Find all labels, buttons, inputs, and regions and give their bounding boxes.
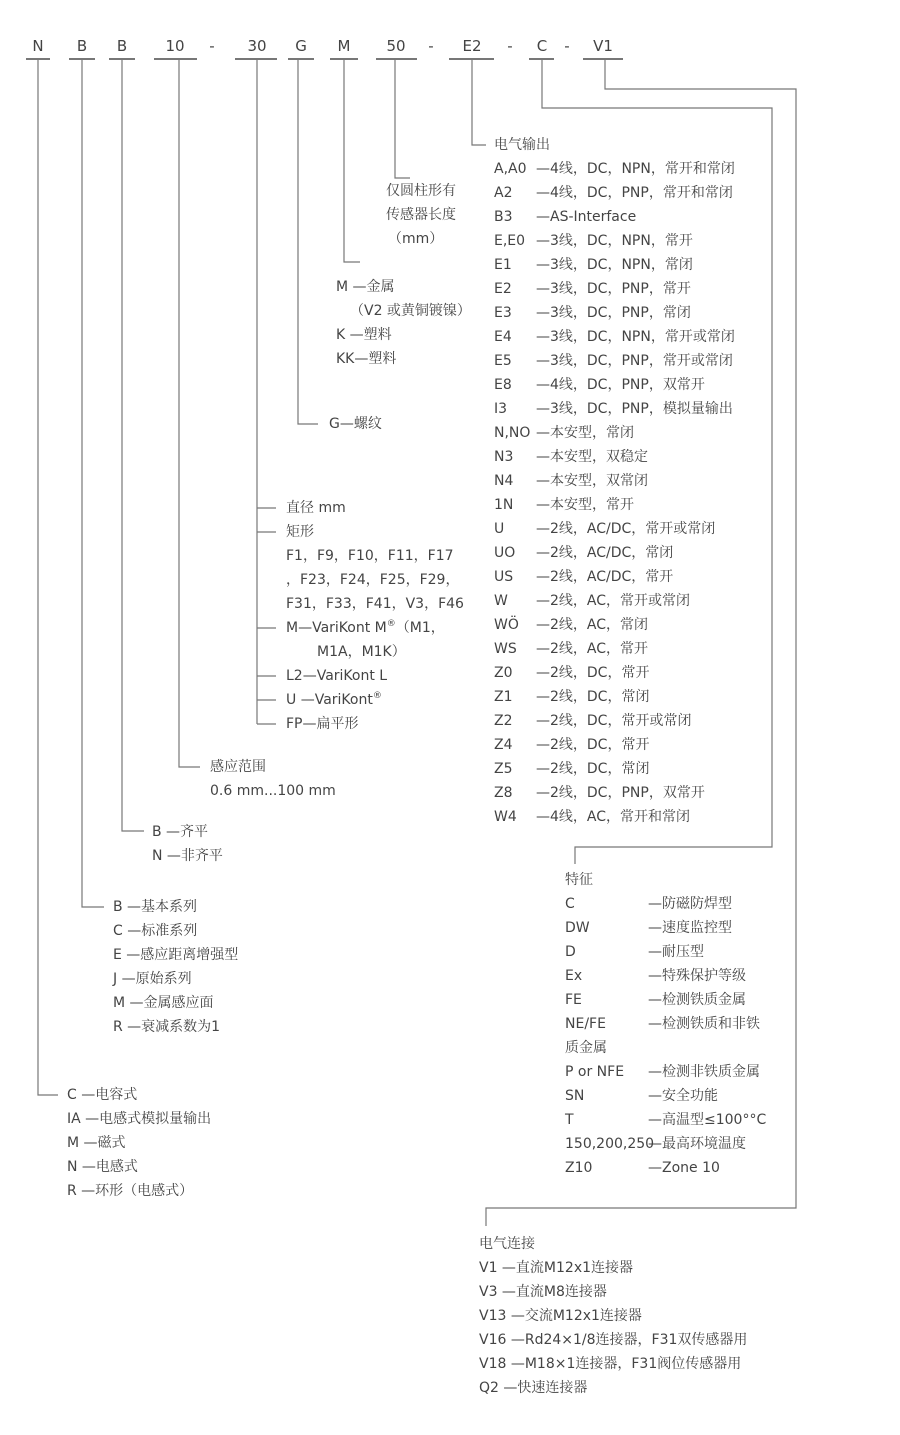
material-line: K —塑料: [336, 327, 392, 343]
feature-code: C: [565, 896, 575, 912]
feature-desc: —检测非铁质金属: [648, 1064, 760, 1080]
output-desc: —2线，AC，常开: [536, 641, 649, 657]
output-code: E4: [494, 329, 512, 345]
output-desc: —2线，AC/DC，常开或常闭: [536, 521, 716, 537]
output-desc: —本安型，常闭: [536, 425, 634, 441]
output-desc: —2线，DC，常闭: [536, 761, 650, 777]
output-code: Z2: [494, 713, 513, 729]
code-dash: -: [507, 37, 513, 55]
shape-varikont-m: [286, 619, 445, 637]
output-desc: —2线，DC，常开: [536, 737, 650, 753]
feature-code: P or NFE: [565, 1064, 625, 1080]
feature-desc: —最高环境温度: [648, 1136, 746, 1152]
output-code: E3: [494, 305, 512, 321]
shape-diameter: 直径 mm: [286, 500, 346, 516]
feature-desc: —高温型≤100°°C: [648, 1112, 767, 1128]
connection-title: 电气连接: [479, 1236, 535, 1252]
feature-code: Ex: [565, 968, 583, 984]
principle-line: IA —电感式模拟量输出: [67, 1111, 212, 1127]
output-code: Z8: [494, 785, 513, 801]
material-line: （V2 或黄铜镀镍）: [350, 303, 471, 319]
output-desc: —2线，DC，PNP，双常开: [536, 785, 705, 801]
code-dash: -: [209, 37, 215, 55]
feature-code: SN: [565, 1088, 585, 1104]
feature-code: FE: [565, 992, 582, 1008]
principle-line: C —电容式: [67, 1087, 138, 1103]
output-code: Z5: [494, 761, 513, 777]
output-code: WS: [494, 641, 517, 657]
output-desc: —3线，DC，NPN，常闭: [536, 257, 693, 273]
code-length: 50: [386, 37, 406, 55]
output-code: Z0: [494, 665, 513, 681]
code-dash: -: [564, 37, 570, 55]
feature-desc: —检测铁质金属: [648, 992, 746, 1008]
feature-code: D: [565, 944, 576, 960]
series-line: C —标准系列: [113, 923, 198, 939]
mounting-line: B —齐平: [152, 824, 209, 840]
mounting-line: N —非齐平: [152, 848, 223, 864]
output-desc: —3线，DC，PNP，模拟量输出: [536, 401, 733, 417]
output-code: WÖ: [494, 617, 519, 633]
series-line: J —原始系列: [113, 971, 192, 987]
code-series: B: [76, 37, 88, 55]
output-desc: —2线，AC/DC，常闭: [536, 545, 674, 561]
output-code: E1: [494, 257, 512, 273]
feature-desc: —特殊保护等级: [648, 968, 746, 984]
code-material: M: [337, 37, 351, 55]
code-principle: N: [32, 37, 44, 55]
principle-line: R —环形（电感式）: [67, 1183, 194, 1199]
shape-varikont-m-name: M—VariKont M: [286, 620, 387, 636]
shape-varikont-m-types: （M1，: [395, 620, 445, 636]
shape-f-line: F1，F9，F10，F11，F17: [286, 548, 454, 564]
connection-line: V3 —直流M8连接器: [479, 1284, 607, 1300]
output-code: A2: [494, 185, 513, 201]
features-title: 特征: [565, 872, 593, 888]
output-desc: —4线，DC，PNP，双常开: [536, 377, 705, 393]
feature-desc: —检测铁质和非铁: [648, 1016, 760, 1032]
registered-mark: ®: [386, 619, 396, 629]
output-code: Z1: [494, 689, 513, 705]
series-line: E —感应距离增强型: [113, 947, 239, 963]
output-desc: —2线，DC，常闭: [536, 689, 650, 705]
connection-line: Q2 —快速连接器: [479, 1380, 588, 1396]
output-code: E,E0: [494, 233, 526, 249]
material-line: KK—塑料: [336, 351, 397, 367]
shape-rect: 矩形: [286, 524, 314, 540]
material-line: M —金属: [336, 279, 395, 295]
feature-desc: —安全功能: [648, 1088, 718, 1104]
shape-varikont-m-line2: M1A，M1K）: [317, 644, 406, 660]
connection-line: V16 —Rd24×1/8连接器，F31双传感器用: [479, 1332, 748, 1348]
output-desc: —3线，DC，PNP，常开或常闭: [536, 353, 733, 369]
feature-code: T: [565, 1112, 574, 1128]
feature-code: NE/FE: [565, 1016, 606, 1032]
length-line: 仅圆柱形有: [386, 183, 456, 199]
feature-desc: —耐压型: [648, 944, 704, 960]
output-desc: —2线，DC，常开或常闭: [536, 713, 692, 729]
code-size: 30: [247, 37, 267, 55]
code-range: 10: [165, 37, 185, 55]
output-desc: —2线，AC/DC，常开: [536, 569, 674, 585]
output-desc: —3线，DC，PNP，常闭: [536, 305, 691, 321]
connection-line: V1 —直流M12x1连接器: [479, 1260, 634, 1276]
output-code: N4: [494, 473, 514, 489]
output-desc: —本安型，双稳定: [536, 449, 648, 465]
output-code: UO: [494, 545, 516, 561]
feature-desc: —防磁防焊型: [648, 896, 732, 912]
output-desc: —3线，DC，NPN，常开或常闭: [536, 329, 735, 345]
output-code: A,A0: [494, 161, 527, 177]
output-desc: —4线，DC，PNP，常开和常闭: [536, 185, 733, 201]
connection-line: V18 —M18×1连接器，F31阀位传感器用: [479, 1356, 742, 1372]
output-desc: —本安型，常开: [536, 497, 634, 513]
length-line: 传感器长度: [386, 207, 456, 223]
shape-varikont-l: L2—VariKont L: [286, 668, 388, 684]
output-code: E2: [494, 281, 512, 297]
code-connection: V1: [593, 37, 613, 55]
code-output: E2: [462, 37, 482, 55]
principle-line: N —电感式: [67, 1159, 138, 1175]
output-code: W: [494, 593, 508, 609]
feature-code: 质金属: [565, 1040, 607, 1056]
shape-varikont-u: [286, 691, 382, 709]
code-mounting: B: [116, 37, 128, 55]
output-code: B3: [494, 209, 513, 225]
output-code: U: [494, 521, 505, 537]
shape-flat: FP—扁平形: [286, 716, 359, 732]
output-desc: —4线，DC，NPN，常开和常闭: [536, 161, 735, 177]
feature-code: Z10: [565, 1160, 593, 1176]
output-code: US: [494, 569, 514, 585]
series-line: R —衰减系数为1: [113, 1019, 221, 1035]
series-line: M —金属感应面: [113, 995, 214, 1011]
code-dash: -: [428, 37, 434, 55]
range-value: 0.6 mm...100 mm: [210, 783, 336, 799]
feature-desc: —速度监控型: [648, 920, 732, 936]
length-line: （mm）: [388, 231, 444, 247]
output-desc: —3线，DC，NPN，常开: [536, 233, 693, 249]
output-code: 1N: [494, 497, 514, 513]
output-code: E5: [494, 353, 512, 369]
shape-varikont-u-name: U —VariKont: [286, 692, 373, 708]
output-code: I3: [494, 401, 508, 417]
feature-desc: —Zone 10: [648, 1160, 720, 1176]
output-desc: —2线，AC，常闭: [536, 617, 649, 633]
output-desc: —2线，DC，常开: [536, 665, 650, 681]
output-code: W4: [494, 809, 517, 825]
principle-line: M —磁式: [67, 1135, 126, 1151]
series-line: B —基本系列: [113, 899, 198, 915]
output-desc: —本安型，双常闭: [536, 473, 648, 489]
registered-mark: ®: [372, 691, 382, 701]
output-code: N,NO: [494, 425, 531, 441]
shape-f-line: ，F23，F24，F25，F29，: [286, 572, 460, 588]
electrical-output-title: 电气输出: [494, 137, 550, 153]
code-thread: G: [295, 37, 307, 55]
output-code: E8: [494, 377, 512, 393]
output-desc: —AS-Interface: [536, 209, 637, 225]
output-desc: —2线，AC，常开或常闭: [536, 593, 691, 609]
output-code: Z4: [494, 737, 513, 753]
code-feature: C: [536, 37, 548, 55]
output-code: N3: [494, 449, 514, 465]
output-desc: —4线，AC，常开和常闭: [536, 809, 691, 825]
shape-f-line: F31，F33，F41，V3，F46: [286, 596, 464, 612]
feature-code: 150,200,250: [565, 1136, 655, 1152]
connection-line: V13 —交流M12x1连接器: [479, 1308, 642, 1324]
output-desc: —3线，DC，PNP，常开: [536, 281, 691, 297]
thread-label: G—螺纹: [329, 416, 382, 432]
feature-code: DW: [565, 920, 590, 936]
range-title: 感应范围: [210, 759, 266, 775]
